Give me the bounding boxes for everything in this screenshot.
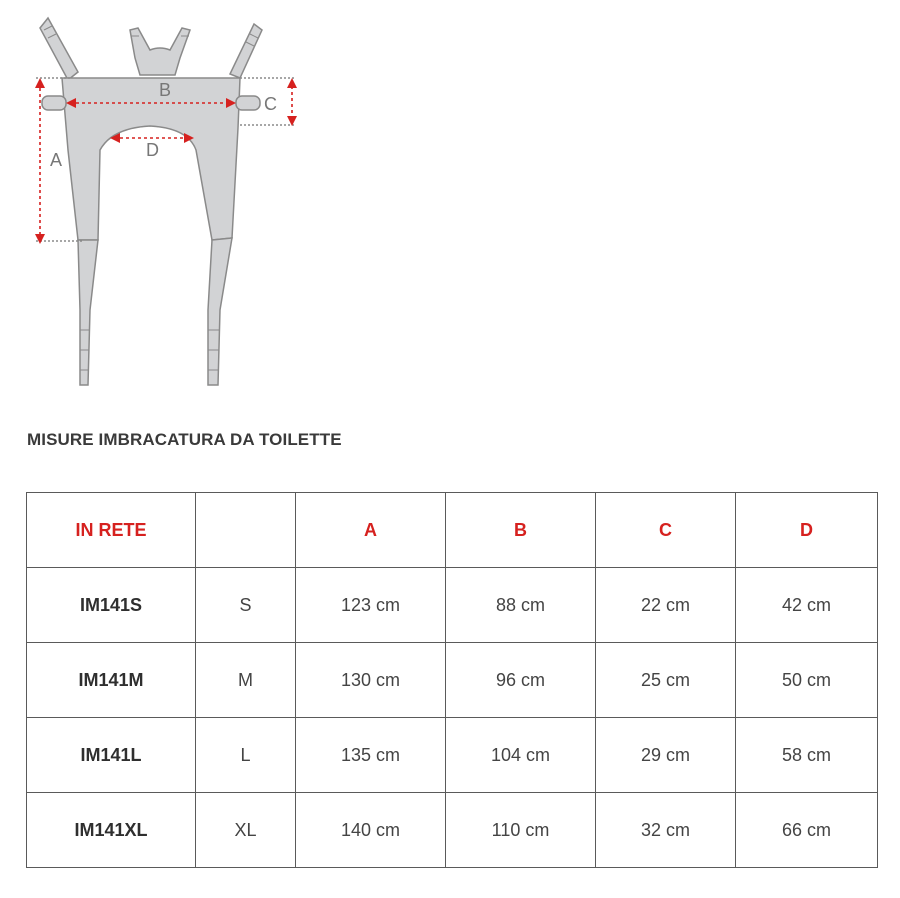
b-cell: 110 cm xyxy=(446,793,596,868)
sling-diagram xyxy=(0,0,320,400)
c-cell: 25 cm xyxy=(596,643,736,718)
label-a: A xyxy=(50,150,63,170)
product-code: IM141S xyxy=(27,568,196,643)
b-cell: 96 cm xyxy=(446,643,596,718)
d-cell: 58 cm xyxy=(736,718,878,793)
product-code: IM141XL xyxy=(27,793,196,868)
header-c: C xyxy=(596,493,736,568)
a-cell: 135 cm xyxy=(296,718,446,793)
label-d: D xyxy=(146,140,159,160)
size-cell: M xyxy=(196,643,296,718)
c-cell: 29 cm xyxy=(596,718,736,793)
a-cell: 130 cm xyxy=(296,643,446,718)
header-in-rete: IN RETE xyxy=(27,493,196,568)
size-cell: S xyxy=(196,568,296,643)
table-row xyxy=(27,718,878,793)
c-cell: 32 cm xyxy=(596,793,736,868)
product-code: IM141M xyxy=(27,643,196,718)
label-b: B xyxy=(159,80,172,100)
header-d: D xyxy=(736,493,878,568)
header-a: A xyxy=(296,493,446,568)
table-row xyxy=(27,568,878,643)
d-cell: 42 cm xyxy=(736,568,878,643)
b-cell: 88 cm xyxy=(446,568,596,643)
sling-body xyxy=(40,18,262,385)
table-row xyxy=(27,643,878,718)
label-c: C xyxy=(264,94,277,114)
header-size xyxy=(196,493,296,568)
a-cell: 140 cm xyxy=(296,793,446,868)
table-heading: MISURE IMBRACATURA DA TOILETTE xyxy=(27,430,342,449)
d-cell: 50 cm xyxy=(736,643,878,718)
size-cell: L xyxy=(196,718,296,793)
table-header-row xyxy=(27,493,878,568)
size-table xyxy=(26,492,878,868)
header-b: B xyxy=(446,493,596,568)
table-row xyxy=(27,793,878,868)
product-code: IM141L xyxy=(27,718,196,793)
d-cell: 66 cm xyxy=(736,793,878,868)
b-cell: 104 cm xyxy=(446,718,596,793)
c-cell: 22 cm xyxy=(596,568,736,643)
size-cell: XL xyxy=(196,793,296,868)
a-cell: 123 cm xyxy=(296,568,446,643)
